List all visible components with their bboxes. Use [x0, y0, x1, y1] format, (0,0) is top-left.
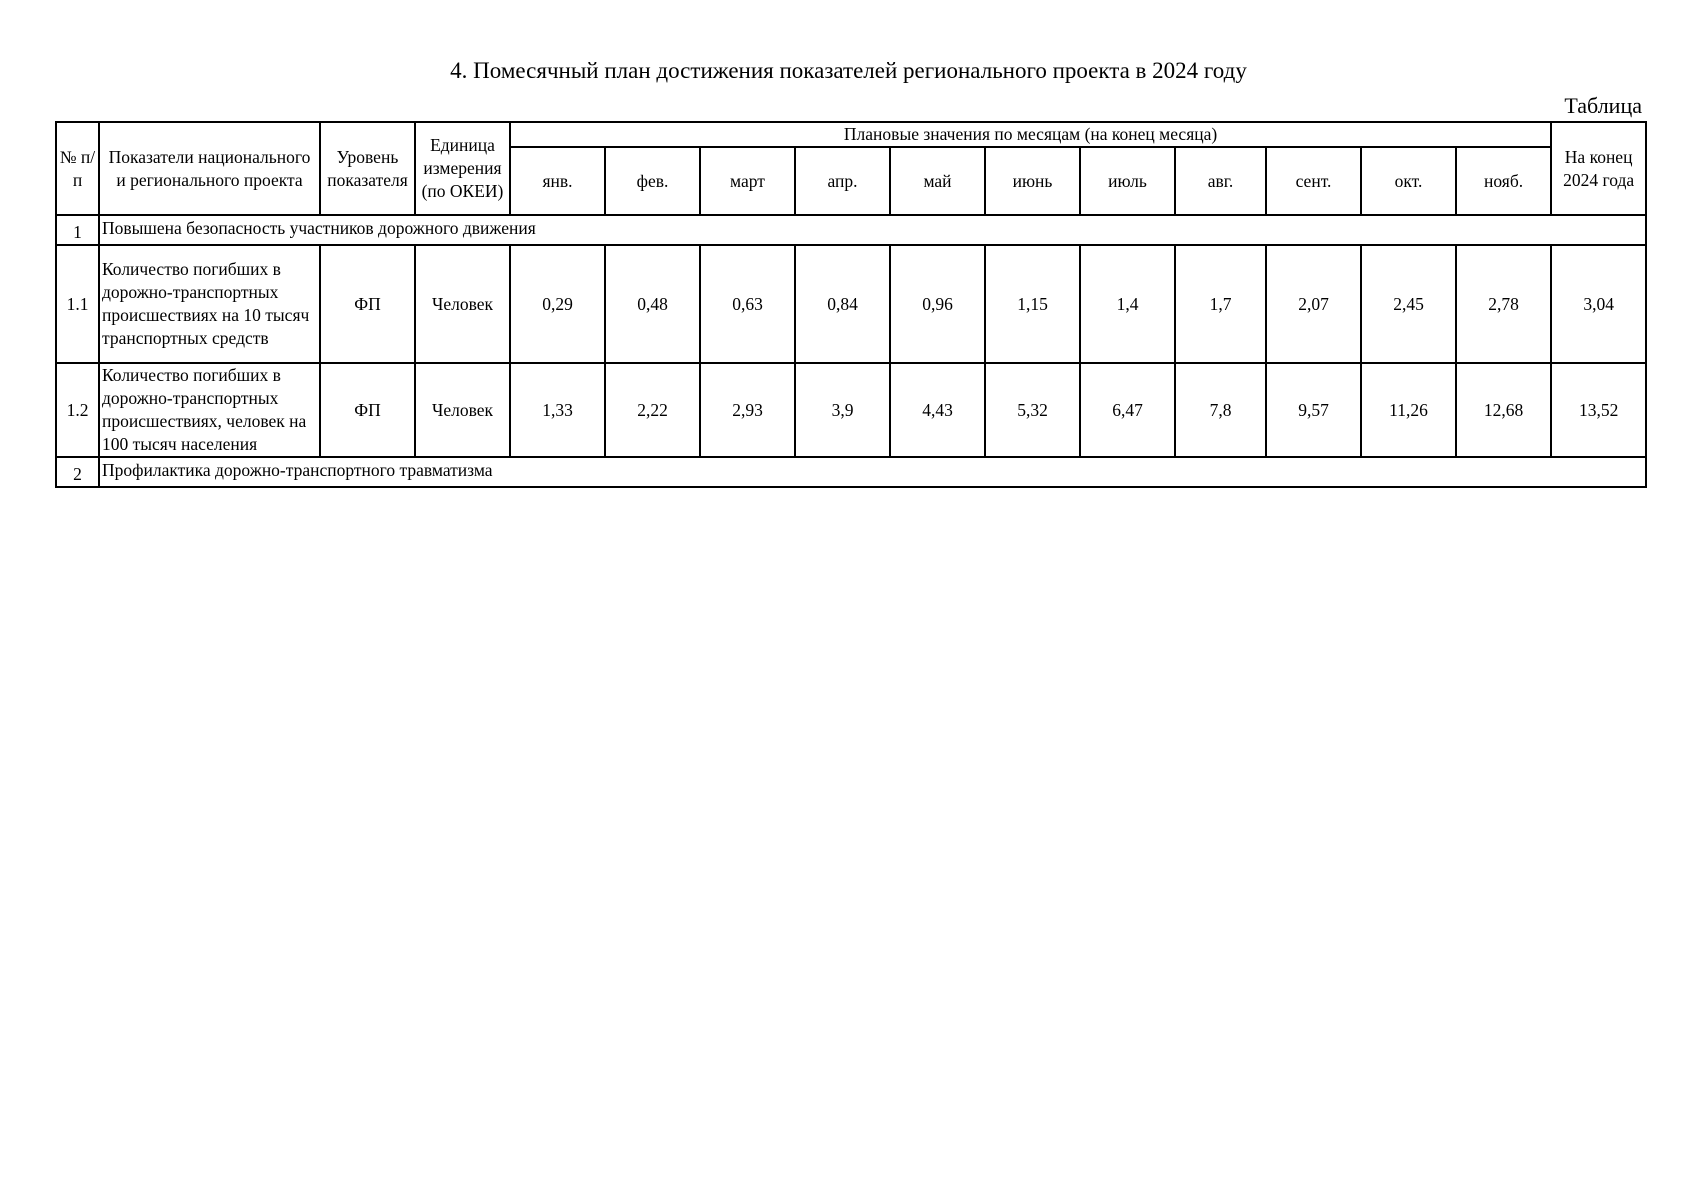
- section-title: Повышена безопасность участников дорожного движения: [99, 215, 1646, 245]
- year-end-value: 3,04: [1551, 245, 1646, 363]
- month-value: 2,22: [605, 363, 700, 457]
- header-unit: Единица измерения (по ОКЕИ): [415, 122, 510, 215]
- section-title: Профилактика дорожно-транспортного травматизма: [99, 457, 1646, 487]
- header-planned-values: Плановые значения по месяцам (на конец месяца): [510, 122, 1551, 147]
- indicator-name: Количество погибших в дорожно-транспортных происшествиях на 10 тысяч транспортных средств: [99, 245, 320, 363]
- header-month: май: [890, 147, 985, 215]
- indicator-level: ФП: [320, 245, 415, 363]
- header-indicator: Показатели национального и регионального проекта: [99, 122, 320, 215]
- month-value: 4,43: [890, 363, 985, 457]
- monthly-plan-table: [55, 121, 1647, 488]
- month-value: 0,96: [890, 245, 985, 363]
- header-year-end: На конец 2024 года: [1551, 122, 1646, 215]
- header-month: июль: [1080, 147, 1175, 215]
- month-value: 2,07: [1266, 245, 1361, 363]
- month-value: 0,29: [510, 245, 605, 363]
- month-value: 0,48: [605, 245, 700, 363]
- header-month: июнь: [985, 147, 1080, 215]
- month-value: 2,45: [1361, 245, 1456, 363]
- year-end-value: 13,52: [1551, 363, 1646, 457]
- month-value: 1,7: [1175, 245, 1266, 363]
- month-value: 7,8: [1175, 363, 1266, 457]
- month-value: 2,93: [700, 363, 795, 457]
- row-number: 1.2: [56, 363, 99, 457]
- month-value: 5,32: [985, 363, 1080, 457]
- page-title: 4. Помесячный план достижения показателей регионального проекта в 2024 году: [450, 58, 1247, 83]
- header-level: Уровень показателя: [320, 122, 415, 215]
- header-number: № п/п: [56, 122, 99, 215]
- section-number: 1: [56, 215, 99, 245]
- month-value: 1,4: [1080, 245, 1175, 363]
- header-month: март: [700, 147, 795, 215]
- header-month: окт.: [1361, 147, 1456, 215]
- indicator-unit: Человек: [415, 245, 510, 363]
- table-row: [56, 363, 1646, 457]
- month-value: 6,47: [1080, 363, 1175, 457]
- table-row: [56, 245, 1646, 363]
- header-month: фев.: [605, 147, 700, 215]
- header-month: нояб.: [1456, 147, 1551, 215]
- header-month: апр.: [795, 147, 890, 215]
- header-month: сент.: [1266, 147, 1361, 215]
- month-value: 0,63: [700, 245, 795, 363]
- month-value: 11,26: [1361, 363, 1456, 457]
- month-value: 0,84: [795, 245, 890, 363]
- row-number: 1.1: [56, 245, 99, 363]
- month-value: 9,57: [1266, 363, 1361, 457]
- month-value: 12,68: [1456, 363, 1551, 457]
- section-number: 2: [56, 457, 99, 487]
- month-value: 1,15: [985, 245, 1080, 363]
- month-value: 1,33: [510, 363, 605, 457]
- section-row: [56, 457, 1646, 487]
- month-value: 2,78: [1456, 245, 1551, 363]
- table-caption: Таблица: [1564, 93, 1642, 118]
- indicator-unit: Человек: [415, 363, 510, 457]
- header-month: янв.: [510, 147, 605, 215]
- month-value: 3,9: [795, 363, 890, 457]
- header-month: авг.: [1175, 147, 1266, 215]
- indicator-level: ФП: [320, 363, 415, 457]
- section-row: [56, 215, 1646, 245]
- indicator-name: Количество погибших в дорожно-транспортных происшествиях, человек на 100 тысяч населения: [99, 363, 320, 457]
